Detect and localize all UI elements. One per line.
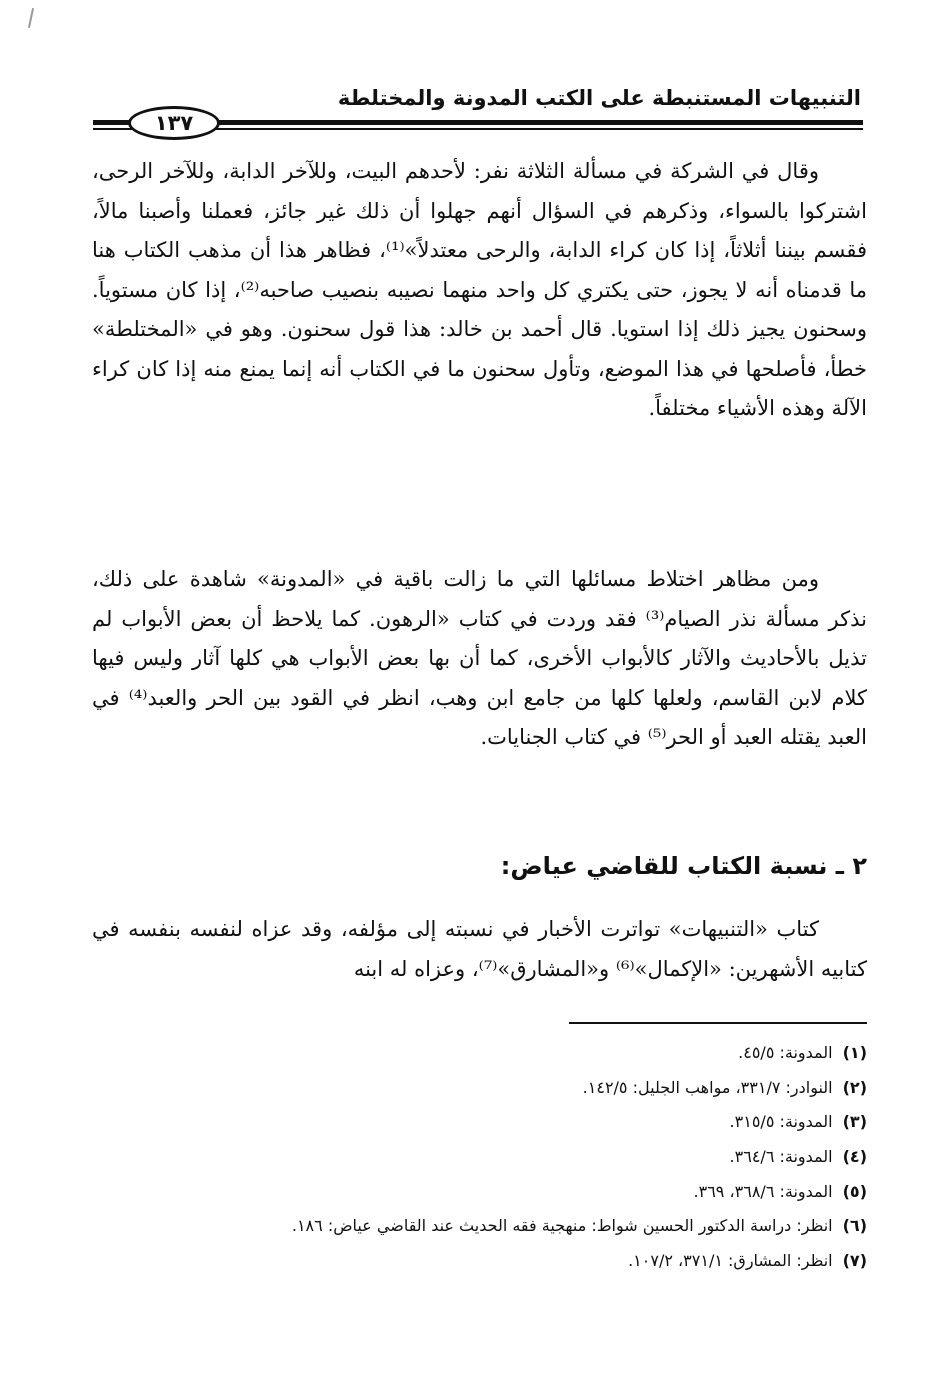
footnote bbox=[92, 1209, 867, 1244]
section-heading: ٢ ـ نسبة الكتاب للقاضي عياض: bbox=[500, 852, 867, 880]
footnote-text: المدونة: ٣١٥/٥. bbox=[729, 1112, 833, 1132]
footnote-text: المدونة: ٤٥/٥. bbox=[738, 1043, 833, 1062]
footnote-number: (٢) bbox=[842, 1077, 867, 1097]
footnotes-list bbox=[92, 1036, 867, 1279]
footnote bbox=[92, 1175, 867, 1210]
running-title: التنبيهات المستنبطة على الكتب المدونة والمختلطة bbox=[337, 86, 861, 110]
footnote bbox=[92, 1244, 867, 1279]
footnote bbox=[92, 1036, 867, 1071]
footnote-number: (٦) bbox=[842, 1216, 867, 1236]
footnote-text: انظر: دراسة الدكتور الحسين شواط: منهجية فقه الحديث عند القاضي عياض: ١٨٦. bbox=[291, 1216, 833, 1236]
footnote-text: المدونة: ٣٦٤/٦. bbox=[729, 1147, 833, 1167]
paragraph-1: وقال في الشركة في مسألة الثلاثة نفر: لأحدهم البيت، وللآخر الدابة، وللآخر الرحى، اشتركوا بالسواء، وذكرهم في السؤال أنهم جهلوا أن ذلك غير جائز، فعملنا وأصبنا مالاً، فقسم بيننا أثلاثاً، إذا كان كراء الدابة، والرحى معتدلاً»⁽¹⁾، فظاهر هذا أن مذهب الكتاب هنا ما قدمناه أنه لا يجوز، حتى يكتري كل واحد منهما نصيبه بنصيب صاحبه⁽²⁾، إذا كان مستوياً. وسحنون يجيز ذلك إذا استويا. قال أحمد بن خالد: هذا قول سحنون. وهو في «المختلطة» خطأ، فأصلحها في هذا الموضع، وتأول سحنون ما في الكتاب أنه إنما يمنع منه إذا كان كراء الآلة وهذه الأشياء مختلفاً. bbox=[92, 159, 868, 420]
scan-mark bbox=[28, 8, 34, 28]
footnote-text: النوادر: ٣٣١/٧، مواهب الجليل: ١٤٢/٥. bbox=[582, 1077, 833, 1097]
footnote-number: (٣) bbox=[842, 1112, 867, 1132]
footnote-number: (٤) bbox=[842, 1147, 867, 1167]
paragraph-2: ومن مظاهر اختلاط مسائلها التي ما زالت باقية في «المدونة» شاهدة على ذلك، نذكر مسألة نذر الصيام⁽³⁾ فقد وردت في كتاب «الرهون. كما يلاحظ أن بعض الأبواب لم تذيل بالأحاديث والآثار كالأبواب الأخرى، كما أن بها بعض الأبواب هي كلها آثار وليس فيها كلام لابن القاسم، ولعلها كلها من جامع ابن وهب، انظر في القود بين الحر والعبد⁽⁴⁾ في العبد يقتله العبد أو الحر⁽⁵⁾ في كتاب الجنايات. bbox=[92, 567, 868, 749]
footnote-number: (٧) bbox=[842, 1251, 867, 1271]
footnote bbox=[92, 1140, 867, 1175]
footnote-separator bbox=[569, 1022, 867, 1024]
footnote bbox=[92, 1105, 867, 1140]
paragraph-3: كتاب «التنبيهات» تواترت الأخبار في نسبته إلى مؤلفه، وقد عزاه لنفسه بنفسه في كتابيه الأشهرين: «الإكمال»⁽⁶⁾ و«المشارق»⁽⁷⁾، وعزاه له ابنه bbox=[92, 917, 867, 981]
footnote-text: المدونة: ٣٦٨/٦، ٣٦٩. bbox=[693, 1181, 833, 1201]
footnote-text: انظر: المشارق: ٣٧١/١، ١٠٧/٢. bbox=[628, 1251, 833, 1271]
page-number: ١٣٧ bbox=[128, 106, 220, 140]
footnote-number: (١) bbox=[842, 1043, 867, 1062]
footnote bbox=[92, 1071, 867, 1106]
footnote-number: (٥) bbox=[842, 1181, 867, 1201]
